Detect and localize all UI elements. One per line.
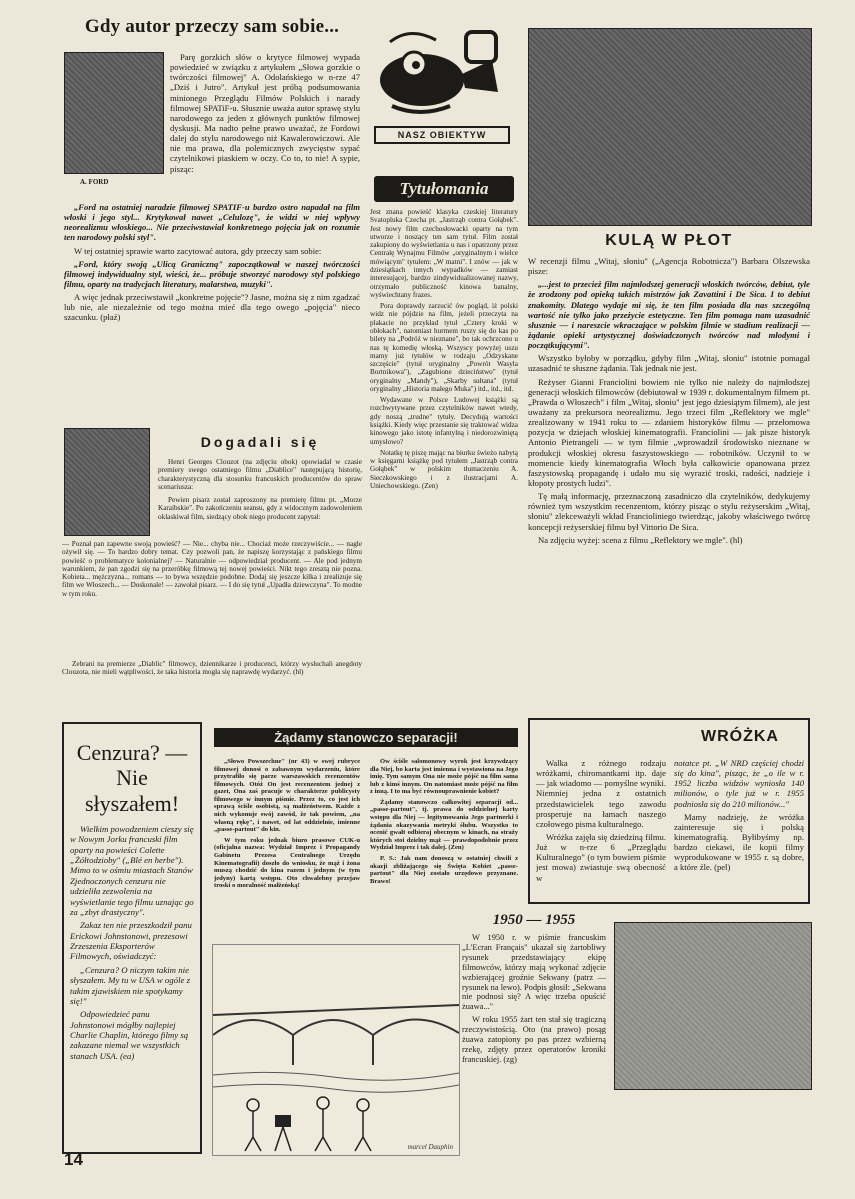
cenzura-body: [70, 824, 194, 1124]
article-kula-w-plot: [528, 232, 810, 712]
gdy-autor-intro: Parę gorzkich słów o krytyce filmowej wypada powiedzieć w związku z artykułem „Słowa gorzkie o twórczości filmowej" A. Odolańskiego w n-rze 47 „Dziś i Jutro". Artykuł jest próbą podsumowania minionego Przeglądu Filmów Polskich i narady filmowej SPATiF-u. Słusznie uważa autor sprawę stylu narodowego za jeden z głównych punktów filmowej dyskusji. Ma nadto pełne prawo uważać, że Fordowi dalej do stylu narodowego niż Kawalerowiczowi. Ale nie ma prawa, dla polemicznych zwycięstw sypać czytelnikowi piaskiem w oczy. Co to, to nie! A sypie, pisząc:: [170, 52, 360, 174]
dogadali-dialog: — Poznał pan zapewne swoją powieść? — Nie... chyba nie... Chociaż może rzeczywiście... — nagle ożywił się. — To bardzo dobry temat. Czy pozwoli pan, że napiszę korzystając z pańskiego filmu powieść o problematyce kolonialnej? — Naturalnie — odpowiedział producent. — Ale pod jednym warunkiem, że pan zgodzi się na przeróbkę filmową tej nowej powieści. Nikt tego zresztą nie pozna. Kobieta... mężczyzna... romans — to bywa wszędzie podobne. Dodaj się jeszcze kilka i zrealizuje się film we Włoszech... — Doskonale! — zawołał pisarz. — I do się tytuł „Upadła dziewczyna". To modne w tym roku.: [62, 540, 362, 598]
wrozka-left: [536, 758, 666, 898]
kula-lead: W recenzji filmu „Witaj, słoniu" („Agencja Robotnicza") Barbara Olszewska pisze:: [528, 256, 810, 277]
ford-quote-2: „Ford, który swoją „Ulicą Graniczną" zapoczątkował w naszej twórczości filmowej indywidualny styl, wieści, że... próbuje stworzyć narodowy styl polskiego filmu, oparty na tradycjach literatury, malarstwa, muzyki".: [64, 258, 360, 289]
article-dogadali-sie: [62, 428, 362, 718]
reflektory-scene-photo: [528, 28, 812, 226]
gdy-autor-mid: W tej ostatniej sprawie warto zacytować autora, gdy przeczy sam sobie:: [74, 245, 322, 256]
seine-cartoon-drawing: [212, 944, 460, 1156]
tytulomania-text-4: Notatkę tę piszę mając na biurku świeżo nabytą w księgarni książkę pod tytułem „Jastrząb contra Gołąbek" w polskim tłumaczeniu A. Sieczkowskiego i z ilustracjami A. Uniechowskiego. (Zen): [370, 448, 518, 490]
separacja-left: [214, 758, 360, 936]
ford-quote-1: „Ford na ostatniej naradzie filmowej SPATIF-u bardzo ostro napadał na film włoski i jego styl... Krytykował nawet „Celulozę", że widzi w niej wpływy neorealizmu włoskiego... Nie przeciwstawiał konkretnego pojęcia jak on rozumie ten narodowy polski styl".: [64, 202, 360, 243]
cenzura-text-1: Wielkim powodzeniem cieszy się w Nowym Jorku francuski film oparty na powieści Colette „Żółtodzioby" („Blé en herbe"). Mimo to w ośmiu miastach Stanów Zjednoczonych cenzura nie udzieliła zezwolenia na wyświetlanie tego filmu uznając go za „zbyt drastyczny".: [70, 823, 194, 917]
kula-paragraph-3: Reżyser Gianni Franciolini bowiem nie tylko nie należy do najmłodszej generacji włoskich filmowców (debiutował w 1939 r. dokumentalnym filmem pt. „Prawda o Włoszech" i film „Witaj, słoniu" jest jego dziesiątym filmem), ale jest uważany za prekursora neorealizmu. Jego trzeci film „Reflektory we mgle" zrealizowany w 1941 roku to — zdaniem historyków filmu — przełomowa pozycja w dziejach włoskiej kinematografii. Franciolini — jak pisze historyk Antonio Pietrangeli — w tym filmie „wprowadził środowisko nieznane w produkcji włoskiej okresu faszystowskiego — robotników. Uczynił to w momencie kiedy kinematografia Włoch była całkowicie opanowana przez faszystowską propagandę i udało mu się wyrazić troski, radości, nadzieje i kłopoty prostych ludzi".: [528, 376, 810, 488]
wrozka-right-text-1: notatce pt. „W NRD częściej chodzi się do kina", pisząc, że „o ile w r. 1952 liczba widzów wyniosła 140 milionów, o tyle już w r. 1955 podniosła się do 210 milionów...": [674, 758, 804, 809]
separacja-left-text-1: „Słowo Powszechne" (nr 43) w swej rubryce filmowej donosi o zabawnym wydarzeniu, które przytrafiło się parze warszawskich recenzentów filmowych. Otóż On jest recenzentem jednej z gazet, Ona zaś pracuje w charakterze publicysty filmowego w innym piśmie. Przez to, co jest ich sprawą ściśle osobistą, są małżeństwem. Każde z nich wykonuje swój zawód, że tak powiem, „na własną rękę", i nawet, od lat oddzielnie, imienne „passe-partout" do kin.: [214, 758, 360, 834]
nasz-obiektyw-logo: [370, 22, 516, 152]
article-wrozka: [528, 718, 810, 904]
headline-separacja: Żądamy stanowczo separacji!: [214, 728, 518, 747]
article-gdy-autor: [62, 16, 362, 426]
separacja-ps: P. S.: Jak nam donoszą w ostatniej chwili z okazji zbliżającego się Święta Kobiet „passe-partout" dla Niej zostało urzędowo przyznane. Brawo!: [370, 854, 518, 885]
headline-gdy-autor: Gdy autor przeczy sam sobie...: [84, 16, 340, 37]
kula-quote: „...jest to przecież film najmłodszej generacji włoskich twórców, debiut, tyle że zrodzony pod opieką takich mistrzów jak Zavattini i De Sica. I to debiut znakomity. Dlatego wydaje mi się, że ten film posiada dla nas szczególną wartość nie tylko jako przeżycie estetyczne. Ten film pomaga nam uzasadnić słusznie — i nareszcie wkraczające w polskim filmie w stadium realizacji — żądanie opieki artystycznej doświadczonych twórców nad młodymi i początkującymi".: [528, 279, 810, 351]
wrozka-right-text-2: Mamy nadzieję, że wróżka zainteresuje się i polską kinematografią. Byłibyśmy np. bardzo ciekawi, ile kopii filmy wyprodukowane w 1955 r. są dobre, a które źle. (pel): [674, 811, 804, 873]
seine-bridge-drawing-icon: [213, 945, 459, 1155]
tytulomania-text-2: Pora doprawdy zarzucić ów pogląd, iż polski widz nie pójdzie na film, jeżeli przeczyta na plakacie no przykład tytuł „Cztery kroki w obłokach", natomiast hurmem ruszy się do kas po bilety na „Podróż w nieznane", bo tak ochrzcono u nas tę komedię włoską. Wszyscy powyżej uszu mamy już tytułów w rodzaju „Odzyskane szczęście" (tytuł oryginalny „Powrót Wasyla Bortnikowa"), „Zagubione dzieciństwo" (tytuł oryginalny „Mandy"), „Skarby sułtana" (tytuł oryginalny „Historia małego Muka") itd., itd., itd.: [370, 302, 518, 393]
cenzura-text-3: „Cenzura? O niczym takim nie słyszałem. My tu w USA w ogóle z takim zjawiskiem nie spotykamy się!": [70, 964, 191, 1006]
years-text-2: W roku 1955 żart ten stał się tragiczną rzeczywistością. Oto (na prawo) posąg żuawa zatopiony po pas przez wzbierną rzekę, zdjęty przez operatorów kroniki francuskiej. (zg): [462, 1015, 606, 1064]
ford-photo-caption: A. FORD: [80, 178, 109, 186]
years-text-1: W 1950 r. w piśmie francuskim „L'Ecran Français" ukazał się żartobliwy rysunek przedstawiający ekipę filmowców, którzy mają wykonać zdjęcie wzbierającej groźnie Sekwany (patrz — rysunek na lewo). Podpis głosił: „Sekwana nie podnosi się? A więc trzeba opuścić żuawa...": [462, 933, 606, 1012]
wrozka-left-text-1: Walka z różnego rodzaju wróżkami, chiromantkami itp. daje — jak wiadomo — pomyślne wyniki. Niemniej jedna z ostatnich przedstawicielek tego zawodu prosperuje na łamach naszego czołowego pisma kulturalnego.: [536, 758, 666, 829]
cenzura-text-4: Odpowiedzieć panu Johnstonowi mógłby najlepiej Charlie Chaplin, którego filmy są zakazane niemal we wszystkich stanach USA. (ea): [70, 1009, 189, 1061]
dogadali-end: Zebrani na premierze „Diablic" filmowcy, dziennikarze i producenci, którzy wysłuchali anegdoty Clouzota, nie mieli wątpliwości, że taka historia mogła się naprawdę wydarzyć. (hl): [62, 660, 362, 677]
kula-body: [528, 256, 810, 706]
separacja-right: [370, 758, 518, 936]
article-tytulomania: [370, 176, 518, 696]
wrozka-right: [674, 758, 804, 898]
gdy-autor-end: A więc jednak przeciwstawił „konkretne pojęcie"? Jasne, można się z nim zgadzać lub nie, ale niezależnie od tego można mieć dla tego owego „pojęcia" nieco szacunku. (płaź): [64, 292, 360, 323]
headline-kula-w-plot: KULĄ W PŁOT: [605, 232, 733, 249]
kula-paragraph-2: Wszystko byłoby w porządku, gdyby film „Witaj, słoniu" istotnie pomagał uzasadnić te słuszne żądania. Tak jednak nie jest.: [528, 353, 810, 374]
kula-paragraph-4: Tę małą informację, przeznaczoną zasadniczo dla czytelników, dedykujemy również tym wszystkim recenzentom, którzy pisząc o stylu reżyserskim „Witaj, słoniu" zlekceważyli wkład Francioliniego twierdząc, jakoby właściwego twórcę koncepcji reżyserskiej filmu był Vittorio De Sica.: [528, 491, 810, 532]
gdy-autor-body: [64, 202, 360, 427]
drawing-signature: marcel Dauphin: [407, 1143, 453, 1151]
dogadali-body: Pewien pisarz został zaproszony na premierę filmu pt. „Morze Karaibskie". Po zakończeniu seansu, gdy z widocznym zadowoleniem oklaskiwał film, siedzący obok niego producent zapytał:: [158, 496, 362, 521]
kula-photo-caption: Na zdjęciu wyżej: scena z filmu „Reflektory we mgle". (hl): [538, 534, 743, 545]
tytulomania-text-1: Jest znana powieść klasyka czeskiej literatury Svatopluka Czecha pt. „Jastrząb contra Gołąbek". Jest nowy film czechosłowacki oparty na tym utworze i noszący ten sam tytuł. Film został zakupiony do wyświetlania u nas i opatrzony przez Centralę Wynajmu Filmów „oryginalnym i wielce mówiącym" tytułem: „W matni". I znów — jak w dziesiątkach innych wypadków — zamiast interesującej, bardzo zindywidualizowanej nazwy, otrzymało publiczność kinowa banalny, wyświechtany frazes.: [370, 208, 518, 299]
nasz-obiektyw-label: NASZ OBIEKTYW: [374, 126, 510, 144]
headline-1950-1955: 1950 — 1955: [492, 912, 576, 928]
years-body: [462, 933, 606, 1141]
headline-wrozka: WRÓŻKA: [701, 728, 779, 745]
dogadali-intro: Henri Georges Clouzot (na zdjęciu obok) opowiadał w czasie premiery swego ostatniego filmu „Diablice" następującą historię, charakterystyczną dla stosunku francuskich producentów do spraw scenariusza:: [158, 458, 362, 491]
headline-cenzura: Cenzura? — Nie słyszałem!: [76, 740, 188, 816]
article-1950-1955: [462, 912, 606, 1146]
headline-tytulomania: Tytułomania: [374, 176, 514, 202]
page-number: 14: [64, 1150, 83, 1169]
separacja-right-text-2: Żądamy stanowczo całkowitej separacji od... „passe-partout", tj. prawa do oddzielnej karty wstępu dla Niej — legitymowania Jego partnerki i żądania okazywania metryki ślubu. Wszystko to ocenić gwałt odbieraj obecnym w kinach, na straży których stoi dzielny mąż — prawdopodobnie przez Wydział Imprez i tak dalej. (Zen): [370, 798, 518, 852]
wrozka-left-text-2: Wróżka zajęła się dziedziną filmu. Już w n-rze 6 „Przeglądu Kulturalnego" (o tym bowiem piśmie jest mowa) zwiastuje swą obecność w: [536, 831, 666, 883]
separacja-right-text-1: Ów ściśle salomonowy wyrok jest krzywdzący dla Niej, bo karta jest imienna i wystawiona na Jego imię. Tym samym Ona nie może pójść na film sama lub z kimś innym. On natomiast może pójść na film z inną. I to ma być równouprawnienie kobiet?: [370, 758, 518, 796]
zouave-statue-flood-photo: [614, 922, 812, 1090]
separacja-left-text-2: W tym roku jednak biuro prasowe CUK-u (oficjalna nazwa: Wydział Imprez i Propagandy Gabinetu Prezesa Centralnego Urzędu Kinematografii) doszło do wniosku, że mąż i żona muszą chodzić do kina razem i jednym (w tym jedyny) kartą wstępu. Oto chwalebny przejaw troski o moralność małżeńską!: [214, 836, 360, 890]
headline-dogadali-sie: Dogadali się: [200, 434, 320, 450]
tytulomania-body: [370, 208, 518, 678]
article-cenzura: [62, 722, 202, 1154]
ford-portrait-photo: [64, 52, 164, 174]
cenzura-text-2: Zakaz ten nie przeszkodził panu Erickowi Johnstonowi, prezesowi Zrzeszenia Eksporterów Filmowych, oświadczyć:: [70, 920, 192, 962]
article-separacja: [214, 728, 518, 938]
tytulomania-text-3: Wydawane w Polsce Ludowej książki są rozchwytywane przez czytelników nawet wtedy, gdy noszą „trudne" tytuły. Decydują wartości książki. Kiedy więc przestanie się traktować widza kinowego jako istotę infantylną i niedorozwiniętą umysłowo?: [370, 396, 518, 446]
